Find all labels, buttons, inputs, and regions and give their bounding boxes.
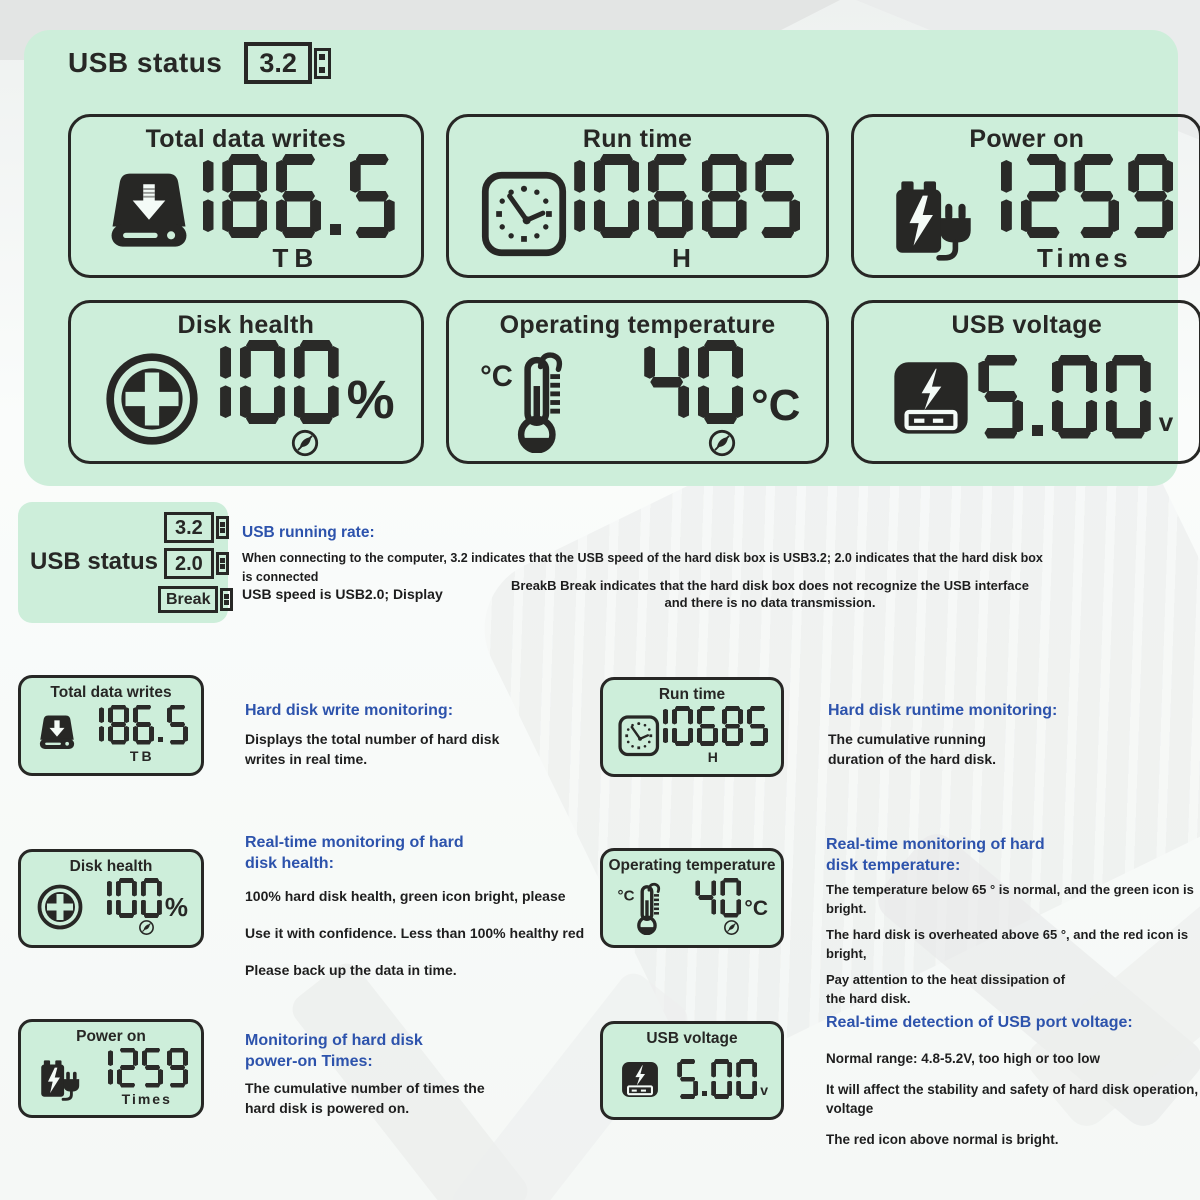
usb-plug-icon (216, 552, 229, 575)
desc-heading: Monitoring of hard disk power-on Times: (245, 1032, 423, 1070)
power-unit: Times (1036, 243, 1132, 273)
mini-panel-disk-health (18, 849, 204, 948)
svg-text:°C: °C (617, 886, 635, 904)
desc-line: Displays the total number of hard disk writes in real time. (245, 731, 500, 767)
clock-icon (479, 169, 569, 259)
mini-panel-power-on (18, 1019, 204, 1118)
panel-run-time (446, 114, 830, 278)
mini-panel-title: Operating temperature (608, 857, 776, 874)
seven-segment-writes-value (97, 705, 189, 745)
desc-heading: Hard disk runtime monitoring: (828, 702, 1058, 719)
usb-status-legend-title: USB status (30, 548, 159, 575)
usb-status-legend-box (18, 502, 228, 623)
desc-line: Normal range: 4.8-5.2V, too high or too low (826, 1051, 1101, 1066)
desc-health (245, 832, 584, 997)
usb-badge-3-2 (164, 512, 229, 543)
hdd-download-icon (101, 166, 197, 262)
health-cross-icon (35, 882, 85, 932)
panel-power-on (851, 114, 1200, 278)
panel-title: Operating temperature (499, 311, 776, 339)
mini-panel-title: Power on (76, 1028, 146, 1045)
svg-text:°C: °C (479, 361, 513, 394)
usb-break-line-2: and there is no data transmission. (664, 595, 876, 610)
battery-plug-icon (884, 163, 986, 265)
mini-panel-run-time (600, 677, 784, 777)
desc-voltage (826, 1012, 1200, 1161)
usb-rate-line-1: When connecting to the computer, 3.2 indicates that the USB speed of the hard disk box is USB3.2; 2.0 indicates that the hard disk box (242, 551, 1043, 565)
desc-runtime (828, 700, 1057, 779)
panel-title: USB voltage (951, 311, 1103, 339)
hdd-download-icon (35, 712, 79, 756)
mini-panel-title: USB voltage (646, 1030, 738, 1047)
health-unit: % (346, 370, 395, 431)
desc-line: Use it with confidence. Less than 100% healthy red (245, 925, 585, 941)
desc-line: The hard disk is overheated above 65 °, and the red icon is bright, (826, 927, 1189, 961)
usb-break-note (470, 577, 1070, 611)
lcd-display-board (24, 30, 1178, 486)
desc-heading: Real-time detection of USB port voltage: (826, 1014, 1133, 1031)
voltage-unit: v (760, 1082, 768, 1099)
temperature-unit: °C (744, 896, 768, 920)
seven-segment-voltage-value (978, 355, 1150, 439)
mini-panel-usb-voltage (600, 1021, 784, 1120)
panel-title: Run time (582, 125, 693, 153)
seven-segment-power-value (995, 154, 1173, 238)
seven-segment-temperature-value (695, 878, 741, 918)
usb-3-2-badge (244, 42, 331, 84)
panel-title: Disk health (177, 311, 315, 339)
usb-badge-2-0 (164, 548, 229, 579)
writes-unit: TB (129, 747, 155, 764)
usb-badge-label: 3.2 (244, 42, 312, 84)
badge-label: 2.0 (164, 548, 214, 579)
panel-title: Power on (969, 125, 1085, 153)
seven-segment-temperature-value (644, 340, 743, 424)
usb-port-icon (617, 1056, 663, 1102)
panel-title: Total data writes (145, 125, 347, 153)
desc-line: The red icon above normal is bright. (826, 1132, 1059, 1147)
runtime-unit: H (707, 749, 721, 765)
panel-operating-temperature (446, 300, 830, 464)
seven-segment-writes-value (197, 154, 395, 238)
seven-segment-health-value (104, 878, 162, 918)
usb-running-rate-heading: USB running rate: (242, 524, 375, 541)
usb-status-title: USB status (68, 47, 223, 78)
battery-plug-icon (35, 1051, 87, 1103)
usb-badge-break (158, 586, 233, 613)
health-unit: % (164, 891, 188, 922)
desc-line: 100% hard disk health, green icon bright, please (245, 888, 566, 904)
usb-rate-line-2: is connected (242, 570, 319, 584)
health-cross-icon (101, 348, 203, 450)
panel-total-data-writes (68, 114, 424, 278)
usb-break-line-1: BreakB Break indicates that the hard disk box does not recognize the USB interface (511, 578, 1029, 593)
desc-writes (245, 700, 503, 779)
panel-usb-voltage (851, 300, 1200, 464)
power-unit: Times (121, 1090, 172, 1107)
seven-segment-runtime-value (661, 706, 769, 746)
mini-panel-total-data-writes (18, 675, 204, 776)
desc-temperature (826, 834, 1200, 1015)
desc-heading: Real-time monitoring of hard disk health: (245, 834, 464, 872)
thermometer-icon (479, 345, 587, 453)
usb-speed-display-note: USB speed is USB2.0; Display (242, 586, 443, 602)
badge-label: 3.2 (164, 512, 214, 543)
thermometer-icon (617, 879, 673, 935)
seven-segment-health-value (215, 340, 339, 424)
eco-leaf-icon (723, 919, 740, 936)
voltage-unit: v (1158, 407, 1174, 438)
seven-segment-power-value (106, 1048, 189, 1088)
mini-panel-title: Total data writes (50, 684, 172, 701)
lcd-panel-grid (68, 114, 1192, 464)
mini-panel-title: Disk health (69, 858, 153, 875)
mini-panel-operating-temperature (600, 848, 784, 948)
panel-disk-health (68, 300, 424, 464)
seven-segment-voltage-value (677, 1059, 757, 1099)
desc-heading: Hard disk write monitoring: (245, 702, 454, 719)
eco-leaf-icon (138, 919, 155, 936)
clock-icon (617, 714, 661, 758)
desc-line: The temperature below 65 ° is normal, and the green icon is bright. (826, 882, 1194, 916)
usb-plug-icon (314, 48, 331, 79)
desc-line: The cumulative number of times the hard disk is powered on. (245, 1080, 485, 1116)
badge-label: Break (158, 586, 218, 613)
desc-line: Please back up the data in time. (245, 962, 457, 978)
desc-power (245, 1030, 487, 1128)
desc-line: The cumulative running duration of the hard disk. (828, 731, 997, 767)
seven-segment-runtime-value (569, 154, 801, 238)
desc-line: Pay attention to the heat dissipation of the hard disk. (826, 972, 1066, 1006)
desc-line: It will affect the stability and safety of hard disk operation, voltage (826, 1082, 1199, 1116)
mini-panel-title: Run time (658, 686, 726, 703)
temperature-unit: °C (751, 380, 801, 430)
eco-leaf-icon (707, 428, 737, 458)
eco-leaf-icon (290, 428, 320, 458)
board-header (68, 42, 331, 84)
usb-port-icon (884, 350, 978, 444)
desc-heading: Real-time monitoring of hard disk temperature: (826, 836, 1045, 874)
runtime-unit: H (672, 243, 697, 273)
usb-plug-icon (216, 516, 229, 539)
usb-plug-icon (220, 588, 233, 611)
writes-unit: TB (272, 243, 320, 273)
